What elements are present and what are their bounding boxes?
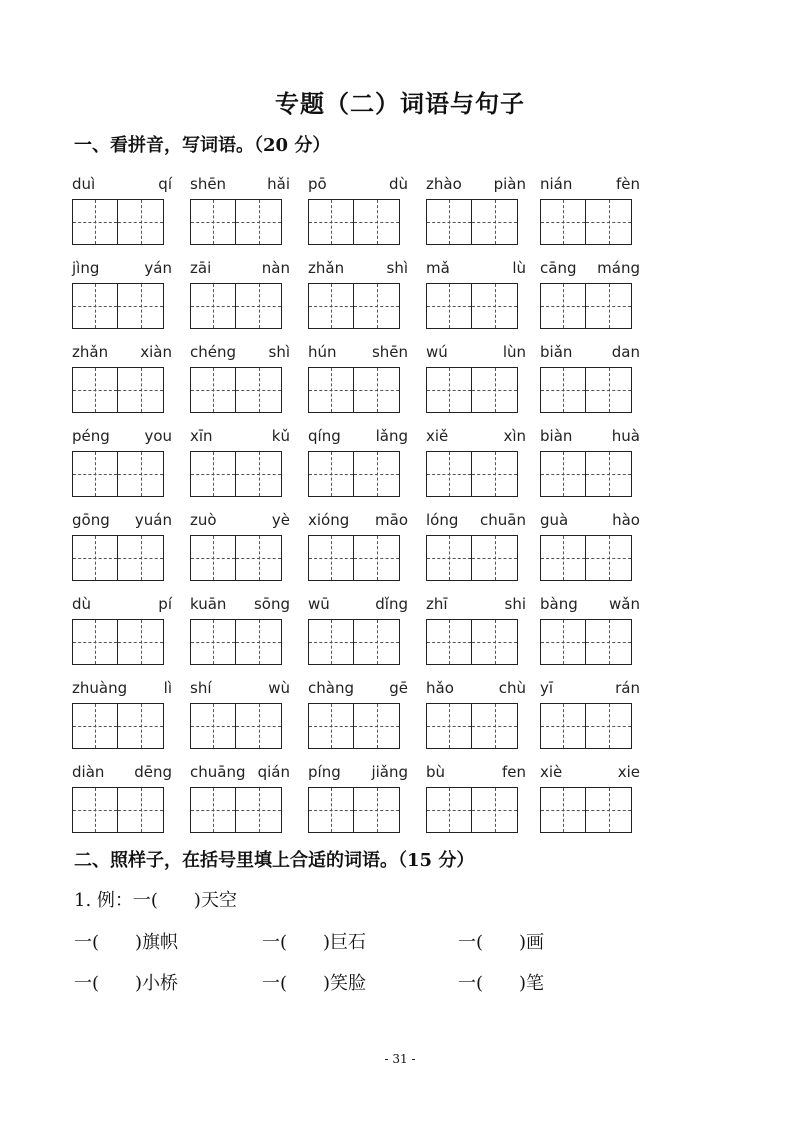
pinyin-item <box>190 427 290 497</box>
pinyin-item <box>308 763 408 833</box>
tianzige-cell[interactable] <box>236 283 282 329</box>
writing-boxes <box>308 703 400 749</box>
writing-boxes <box>72 199 164 245</box>
pinyin-item <box>308 259 408 329</box>
page-number: - 31 - <box>384 1052 416 1066</box>
tianzige-cell[interactable] <box>472 451 518 497</box>
writing-boxes <box>190 619 282 665</box>
tianzige-cell[interactable] <box>426 451 472 497</box>
pinyin-syllable: biàn <box>540 427 573 445</box>
pinyin-syllable: shì <box>386 259 408 277</box>
writing-boxes <box>190 787 282 833</box>
pinyin-syllable: xiě <box>426 427 449 445</box>
pinyin-syllable: lù <box>512 259 526 277</box>
tianzige-cell[interactable] <box>354 199 400 245</box>
tianzige-cell[interactable] <box>118 451 164 497</box>
tianzige-cell[interactable] <box>118 619 164 665</box>
tianzige-cell[interactable] <box>586 619 632 665</box>
pinyin-syllable: chéng <box>190 343 237 361</box>
pinyin-label <box>426 427 526 447</box>
pinyin-syllable: péng <box>72 427 110 445</box>
fill-item-bridge[interactable]: 一( )小桥 <box>74 973 179 994</box>
pinyin-syllable: you <box>144 427 172 445</box>
writing-boxes <box>190 535 282 581</box>
pinyin-label <box>308 511 408 531</box>
tianzige-cell[interactable] <box>72 619 118 665</box>
writing-boxes <box>308 367 400 413</box>
writing-boxes <box>540 619 632 665</box>
tianzige-cell[interactable] <box>586 787 632 833</box>
writing-boxes <box>540 535 632 581</box>
pinyin-syllable: pí <box>158 595 172 613</box>
pinyin-label <box>72 511 172 531</box>
pinyin-syllable: shì <box>268 343 290 361</box>
pinyin-item <box>190 259 290 329</box>
pinyin-syllable: qián <box>257 763 290 781</box>
pinyin-item <box>426 259 526 329</box>
writing-boxes <box>72 367 164 413</box>
pinyin-syllable: wū <box>308 595 330 613</box>
tianzige-cell[interactable] <box>426 199 472 245</box>
pinyin-syllable: kuān <box>190 595 227 613</box>
pinyin-item <box>426 679 526 749</box>
pinyin-syllable: chù <box>498 679 526 697</box>
pinyin-syllable: wù <box>268 679 290 697</box>
pinyin-syllable: máng <box>597 259 640 277</box>
pinyin-label <box>426 511 526 531</box>
pinyin-syllable: xīn <box>190 427 213 445</box>
tianzige-cell[interactable] <box>426 787 472 833</box>
tianzige-cell[interactable] <box>354 367 400 413</box>
pinyin-syllable: zhǎn <box>308 259 345 277</box>
pinyin-item <box>426 511 526 581</box>
tianzige-cell[interactable] <box>472 199 518 245</box>
pinyin-syllable: rán <box>615 679 640 697</box>
writing-boxes <box>72 451 164 497</box>
tianzige-cell[interactable] <box>72 787 118 833</box>
pinyin-syllable: huà <box>611 427 640 445</box>
pinyin-label <box>190 175 290 195</box>
tianzige-cell[interactable] <box>118 199 164 245</box>
writing-boxes <box>190 199 282 245</box>
pinyin-item <box>72 175 172 245</box>
tianzige-cell[interactable] <box>308 535 354 581</box>
tianzige-cell[interactable] <box>354 451 400 497</box>
tianzige-cell[interactable] <box>190 367 236 413</box>
pinyin-syllable: sōng <box>253 595 290 613</box>
tianzige-cell[interactable] <box>308 787 354 833</box>
pinyin-syllable: bàng <box>540 595 578 613</box>
pinyin-item <box>426 595 526 665</box>
section-2-heading: 二、照样子，在括号里填上合适的词语。（15 分） <box>74 850 475 871</box>
writing-boxes <box>72 619 164 665</box>
tianzige-cell[interactable] <box>586 535 632 581</box>
tianzige-cell[interactable] <box>72 367 118 413</box>
pinyin-label <box>308 679 408 699</box>
pinyin-label <box>426 259 526 279</box>
tianzige-cell[interactable] <box>308 451 354 497</box>
pinyin-syllable: qíng <box>308 427 341 445</box>
writing-boxes <box>540 367 632 413</box>
tianzige-cell[interactable] <box>72 535 118 581</box>
tianzige-cell[interactable] <box>72 199 118 245</box>
pinyin-item <box>540 259 640 329</box>
pinyin-label <box>72 427 172 447</box>
tianzige-cell[interactable] <box>72 283 118 329</box>
writing-boxes <box>72 703 164 749</box>
tianzige-cell[interactable] <box>472 367 518 413</box>
pinyin-label <box>540 595 640 615</box>
tianzige-cell[interactable] <box>354 787 400 833</box>
example-line: 1. 例：一( )天空 <box>74 890 237 911</box>
writing-boxes <box>540 199 632 245</box>
pinyin-item <box>426 175 526 245</box>
tianzige-cell[interactable] <box>190 787 236 833</box>
pinyin-syllable: zuò <box>190 511 217 529</box>
tianzige-cell[interactable] <box>472 703 518 749</box>
writing-boxes <box>72 787 164 833</box>
tianzige-cell[interactable] <box>118 535 164 581</box>
tianzige-cell[interactable] <box>190 619 236 665</box>
pinyin-syllable: shí <box>190 679 212 697</box>
writing-boxes <box>190 703 282 749</box>
pinyin-syllable: shēn <box>190 175 227 193</box>
writing-boxes <box>308 283 400 329</box>
pinyin-syllable: lǎng <box>375 427 408 445</box>
pinyin-syllable: dan <box>611 343 640 361</box>
pinyin-syllable: xiàn <box>140 343 172 361</box>
pinyin-label <box>308 763 408 783</box>
pinyin-item <box>308 679 408 749</box>
writing-boxes <box>308 535 400 581</box>
pinyin-label <box>72 763 172 783</box>
pinyin-syllable: dǐng <box>375 595 408 613</box>
pinyin-label <box>426 763 526 783</box>
fill-item-boulder[interactable]: 一( )巨石 <box>262 932 367 953</box>
pinyin-label <box>540 175 640 195</box>
pinyin-item <box>426 427 526 497</box>
pinyin-item <box>308 175 408 245</box>
pinyin-label <box>426 175 526 195</box>
writing-boxes <box>426 787 518 833</box>
tianzige-cell[interactable] <box>540 535 586 581</box>
pinyin-syllable: xiè <box>540 763 563 781</box>
pinyin-item <box>540 175 640 245</box>
pinyin-label <box>540 679 640 699</box>
section-1-heading: 一、看拼音，写词语。（20 分） <box>74 135 331 156</box>
pinyin-item <box>72 343 172 413</box>
pinyin-label <box>190 511 290 531</box>
tianzige-cell[interactable] <box>472 787 518 833</box>
writing-boxes <box>72 283 164 329</box>
pinyin-item <box>72 763 172 833</box>
pinyin-syllable: dù <box>388 175 408 193</box>
writing-boxes <box>190 283 282 329</box>
pinyin-syllable: zāi <box>190 259 212 277</box>
pinyin-syllable: xìn <box>503 427 526 445</box>
pinyin-item <box>426 763 526 833</box>
pinyin-item <box>308 595 408 665</box>
pinyin-item <box>72 259 172 329</box>
pinyin-syllable: chuān <box>480 511 526 529</box>
writing-boxes <box>308 199 400 245</box>
pinyin-label <box>540 259 640 279</box>
pinyin-label <box>308 259 408 279</box>
pinyin-syllable: diàn <box>72 763 105 781</box>
tianzige-cell[interactable] <box>236 703 282 749</box>
pinyin-syllable: yán <box>144 259 172 277</box>
pinyin-item <box>72 511 172 581</box>
tianzige-cell[interactable] <box>426 367 472 413</box>
pinyin-syllable: pō <box>308 175 327 193</box>
writing-boxes <box>540 451 632 497</box>
tianzige-cell[interactable] <box>472 283 518 329</box>
pinyin-syllable: lóng <box>426 511 459 529</box>
pinyin-syllable: lùn <box>502 343 526 361</box>
tianzige-cell[interactable] <box>540 451 586 497</box>
tianzige-cell[interactable] <box>472 535 518 581</box>
pinyin-syllable: hǎi <box>267 175 290 193</box>
pinyin-item <box>72 427 172 497</box>
pinyin-label <box>308 175 408 195</box>
pinyin-item <box>540 595 640 665</box>
tianzige-cell[interactable] <box>308 199 354 245</box>
pinyin-syllable: píng <box>308 763 341 781</box>
tianzige-cell[interactable] <box>426 619 472 665</box>
pinyin-syllable: zhào <box>426 175 462 193</box>
pinyin-syllable: lì <box>163 679 172 697</box>
pinyin-syllable: yuán <box>134 511 172 529</box>
tianzige-cell[interactable] <box>540 619 586 665</box>
tianzige-cell[interactable] <box>190 199 236 245</box>
pinyin-item <box>190 763 290 833</box>
pinyin-syllable: gē <box>389 679 408 697</box>
tianzige-cell[interactable] <box>540 283 586 329</box>
pinyin-item <box>540 763 640 833</box>
pinyin-label <box>190 343 290 363</box>
pinyin-syllable: shēn <box>371 343 408 361</box>
pinyin-syllable: cāng <box>540 259 577 277</box>
tianzige-cell[interactable] <box>236 451 282 497</box>
tianzige-cell[interactable] <box>354 619 400 665</box>
pinyin-item <box>72 679 172 749</box>
pinyin-label <box>72 679 172 699</box>
tianzige-cell[interactable] <box>118 283 164 329</box>
pinyin-syllable: nián <box>540 175 573 193</box>
pinyin-label <box>72 175 172 195</box>
pinyin-syllable: jiǎng <box>371 763 408 781</box>
pinyin-syllable: dù <box>72 595 92 613</box>
writing-boxes <box>426 619 518 665</box>
pinyin-syllable: dēng <box>134 763 172 781</box>
pinyin-label <box>72 595 172 615</box>
writing-boxes <box>308 619 400 665</box>
pinyin-label <box>308 427 408 447</box>
tianzige-cell[interactable] <box>308 367 354 413</box>
pinyin-label <box>426 343 526 363</box>
pinyin-syllable: qí <box>158 175 172 193</box>
writing-boxes <box>540 703 632 749</box>
tianzige-cell[interactable] <box>308 619 354 665</box>
writing-boxes <box>426 703 518 749</box>
pinyin-item <box>190 343 290 413</box>
tianzige-cell[interactable] <box>236 199 282 245</box>
pinyin-item <box>426 343 526 413</box>
tianzige-cell[interactable] <box>426 283 472 329</box>
writing-boxes <box>540 787 632 833</box>
pinyin-syllable: jìng <box>72 259 100 277</box>
fill-item-flag[interactable]: 一( )旗帜 <box>74 932 179 953</box>
tianzige-cell[interactable] <box>72 703 118 749</box>
pinyin-label <box>190 763 290 783</box>
fill-item-smile[interactable]: 一( )笑脸 <box>262 973 367 994</box>
writing-boxes <box>426 283 518 329</box>
tianzige-cell[interactable] <box>236 787 282 833</box>
pinyin-label <box>190 427 290 447</box>
tianzige-cell[interactable] <box>190 283 236 329</box>
tianzige-cell[interactable] <box>236 367 282 413</box>
tianzige-cell[interactable] <box>118 703 164 749</box>
pinyin-syllable: hào <box>612 511 640 529</box>
tianzige-cell[interactable] <box>586 367 632 413</box>
pinyin-syllable: shi <box>504 595 526 613</box>
tianzige-cell[interactable] <box>586 283 632 329</box>
page-title: 专题（二）词语与句子 <box>275 89 525 118</box>
tianzige-cell[interactable] <box>540 787 586 833</box>
tianzige-cell[interactable] <box>308 283 354 329</box>
pinyin-syllable: gōng <box>72 511 110 529</box>
tianzige-cell[interactable] <box>426 703 472 749</box>
tianzige-cell[interactable] <box>586 199 632 245</box>
pinyin-syllable: yè <box>271 511 290 529</box>
pinyin-label <box>190 595 290 615</box>
pinyin-item <box>190 595 290 665</box>
pinyin-label <box>426 595 526 615</box>
tianzige-cell[interactable] <box>472 619 518 665</box>
tianzige-cell[interactable] <box>354 283 400 329</box>
fill-item-painting[interactable]: 一( )画 <box>458 932 545 953</box>
pinyin-syllable: zhǎn <box>72 343 109 361</box>
pinyin-syllable: piàn <box>493 175 526 193</box>
writing-boxes <box>426 451 518 497</box>
pinyin-label <box>308 343 408 363</box>
tianzige-cell[interactable] <box>540 199 586 245</box>
tianzige-cell[interactable] <box>354 703 400 749</box>
pinyin-syllable: mǎ <box>426 259 450 277</box>
pinyin-syllable: biǎn <box>540 343 573 361</box>
tianzige-cell[interactable] <box>118 787 164 833</box>
pinyin-syllable: yī <box>540 679 554 697</box>
pinyin-label <box>540 427 640 447</box>
tianzige-cell[interactable] <box>426 535 472 581</box>
pinyin-syllable: wú <box>426 343 448 361</box>
tianzige-cell[interactable] <box>118 367 164 413</box>
tianzige-cell[interactable] <box>586 451 632 497</box>
pinyin-syllable: māo <box>375 511 408 529</box>
pinyin-item <box>540 679 640 749</box>
writing-boxes <box>72 535 164 581</box>
pinyin-label <box>308 595 408 615</box>
writing-boxes <box>540 283 632 329</box>
tianzige-cell[interactable] <box>190 535 236 581</box>
pinyin-syllable: fen <box>501 763 526 781</box>
tianzige-cell[interactable] <box>190 703 236 749</box>
tianzige-cell[interactable] <box>354 535 400 581</box>
pinyin-syllable: hún <box>308 343 337 361</box>
tianzige-cell[interactable] <box>236 535 282 581</box>
pinyin-syllable: zhī <box>426 595 448 613</box>
tianzige-cell[interactable] <box>236 619 282 665</box>
pinyin-label <box>540 343 640 363</box>
writing-boxes <box>426 367 518 413</box>
pinyin-syllable: xie <box>617 763 640 781</box>
pinyin-syllable: zhuàng <box>72 679 128 697</box>
pinyin-item <box>72 595 172 665</box>
pinyin-label <box>72 259 172 279</box>
writing-boxes <box>308 787 400 833</box>
pinyin-label <box>190 259 290 279</box>
pinyin-label <box>426 679 526 699</box>
writing-boxes <box>426 199 518 245</box>
pinyin-syllable: guà <box>540 511 569 529</box>
pinyin-item <box>308 343 408 413</box>
pinyin-label <box>540 763 640 783</box>
tianzige-cell[interactable] <box>72 451 118 497</box>
pinyin-syllable: kǔ <box>271 427 290 445</box>
pinyin-label <box>190 679 290 699</box>
pinyin-syllable: nàn <box>261 259 290 277</box>
pinyin-item <box>308 511 408 581</box>
fill-item-pen[interactable]: 一( )笔 <box>458 973 545 994</box>
pinyin-item <box>540 511 640 581</box>
writing-boxes <box>426 535 518 581</box>
pinyin-syllable: chàng <box>308 679 354 697</box>
pinyin-syllable: wǎn <box>609 595 640 613</box>
writing-boxes <box>190 451 282 497</box>
tianzige-cell[interactable] <box>308 703 354 749</box>
tianzige-cell[interactable] <box>540 367 586 413</box>
tianzige-cell[interactable] <box>586 703 632 749</box>
pinyin-syllable: fèn <box>615 175 640 193</box>
pinyin-item <box>308 427 408 497</box>
pinyin-syllable: hǎo <box>426 679 454 697</box>
pinyin-item <box>540 343 640 413</box>
pinyin-syllable: chuāng <box>190 763 246 781</box>
tianzige-cell[interactable] <box>540 703 586 749</box>
pinyin-item <box>190 511 290 581</box>
tianzige-cell[interactable] <box>190 451 236 497</box>
writing-boxes <box>190 367 282 413</box>
pinyin-item <box>190 175 290 245</box>
pinyin-syllable: xióng <box>308 511 350 529</box>
pinyin-syllable: duì <box>72 175 96 193</box>
writing-boxes <box>308 451 400 497</box>
pinyin-item <box>540 427 640 497</box>
pinyin-label <box>540 511 640 531</box>
pinyin-item <box>190 679 290 749</box>
pinyin-label <box>72 343 172 363</box>
pinyin-syllable: bù <box>426 763 446 781</box>
